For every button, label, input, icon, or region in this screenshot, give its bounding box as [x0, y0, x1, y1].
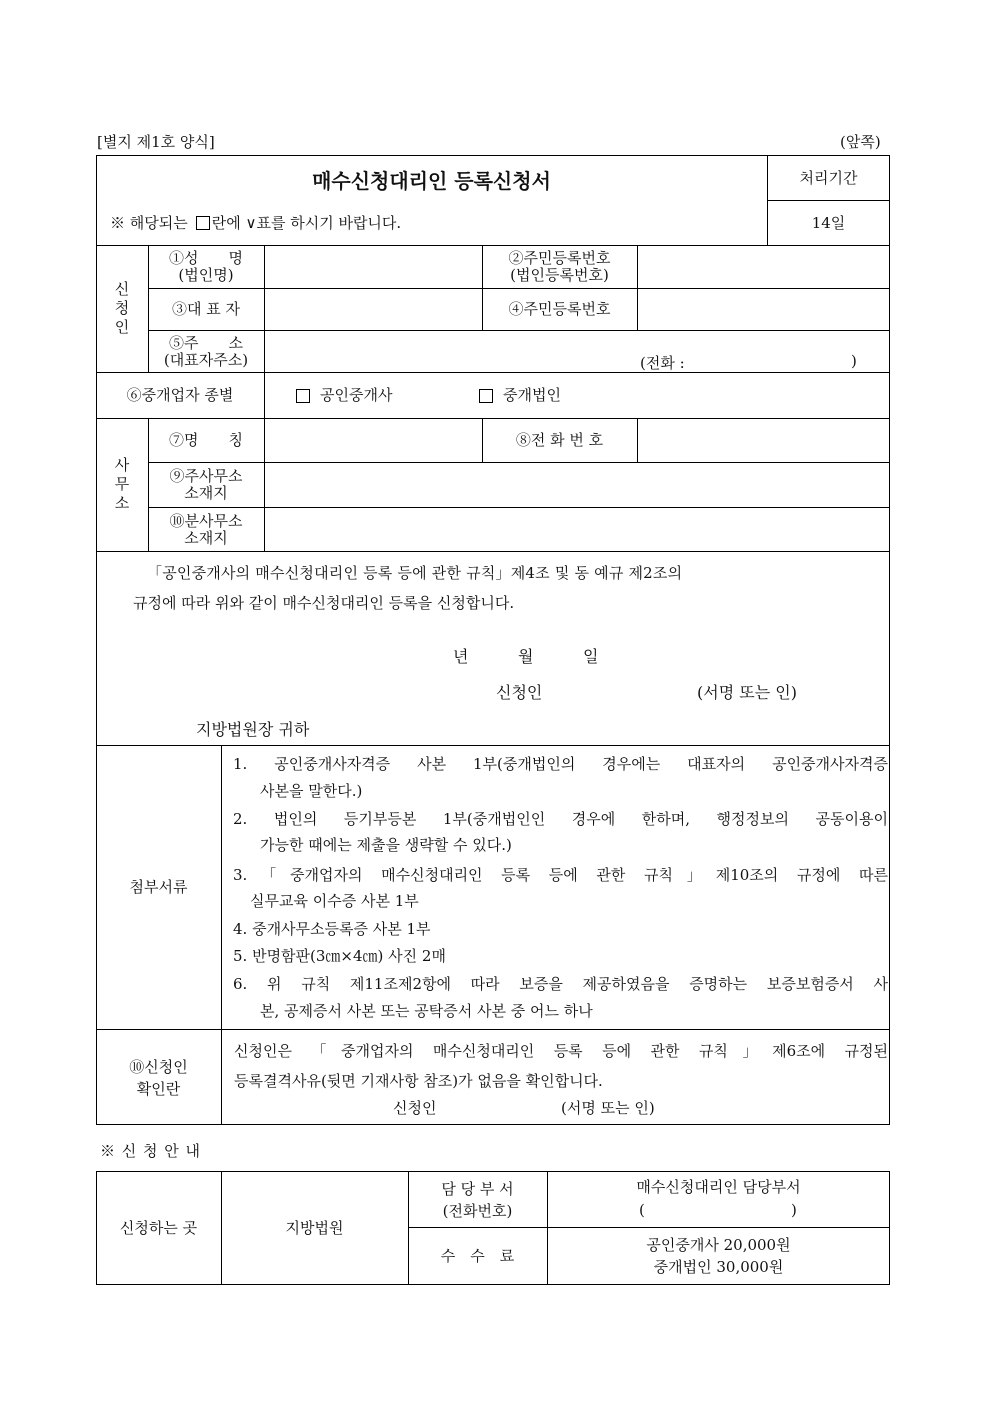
checkbox-icon [196, 216, 210, 230]
guide-dept-label [408, 1172, 547, 1227]
date-year: 년 [453, 647, 469, 666]
attachments-label: 첨부서류 [129, 878, 188, 896]
declaration-line-1: 「공인중개사의 매수신청대리인 등록 등에 관한 규칙」제4조 및 동 예규 제2조의 [147, 564, 683, 582]
guide-dept-label-sub: (전화번호) [442, 1201, 513, 1220]
confirmation-line-1: 신청인은 「중개업자의 매수신청대리인 등록 등에 관한 규칙」제6조에 규정된 [234, 1042, 888, 1060]
attachment-item-3: 3.「중개업자의 매수신청대리인 등록 등에 관한 규칙」제10조의 규정에 따른 [233, 866, 888, 884]
main-office-label [148, 463, 264, 507]
regno-label [482, 246, 637, 288]
guide-title: ※ 신 청 안 내 [100, 1142, 202, 1160]
address-phone-close: ) [851, 352, 857, 370]
applicant-section-label [96, 245, 148, 372]
guide-dept-value: 매수신청대리인 담당부서 [636, 1178, 801, 1196]
date-day: 일 [583, 647, 599, 666]
attachment-item-5: 5. 반명함판(3㎝×4㎝) 사진 2매 [233, 947, 446, 965]
regno-field[interactable] [638, 246, 889, 287]
attachment-item-2: 2. 법인의 등기부등본 1부(중개법인인 경우에 한하며, 행정정보의 공동이용이 [233, 810, 888, 828]
processing-period-label: 처리기간 [799, 168, 858, 187]
attachment-item-1: 1. 공인중개사자격증 사본 1부(중개법인의 경우에는 대표자의 공인중개사자격증 [233, 755, 888, 773]
confirmation-label-main: ⑩신청인 [129, 1057, 188, 1076]
confirmation-line-2: 등록결격사유(뒷면 기재사항 참조)가 없음을 확인합니다. [234, 1072, 603, 1090]
attachment-item-1-cont: 사본을 말한다.) [260, 782, 363, 800]
option-brokerage-corp-label: 중개법인 [503, 386, 561, 404]
option-brokerage-corp[interactable] [479, 373, 561, 418]
address-field[interactable] [265, 331, 889, 371]
fee-certified-agent: 공인중개사 20,000원 [646, 1236, 791, 1254]
branch-office-label-main: ⑩분사무소 [169, 511, 243, 530]
checkbox-notice [110, 212, 401, 234]
branch-office-field[interactable] [265, 508, 889, 550]
confirmation-label-sub: 확인란 [136, 1079, 181, 1098]
name-label-sub: (법인명) [178, 266, 234, 284]
office-name-field[interactable] [265, 419, 481, 461]
business-type-label: ⑥중개업자 종별 [126, 386, 234, 404]
office-name-label: ⑦명 칭 [169, 431, 243, 449]
processing-period-value: 14일 [811, 213, 846, 232]
checkbox-icon[interactable] [479, 389, 493, 403]
declaration-line-2: 규정에 따라 위와 같이 매수신청대리인 등록을 신청합니다. [133, 594, 515, 612]
notice-prefix: ※ 해당되는 [110, 213, 188, 232]
guide-fee-label: 수 수 료 [440, 1246, 515, 1265]
checkbox-icon[interactable] [296, 389, 310, 403]
branch-office-label [148, 508, 264, 551]
office-char-3: 소 [114, 494, 130, 512]
guide-dept-phone-close: ) [791, 1201, 797, 1219]
applicant-char-1: 신 [114, 280, 130, 298]
address-label-sub: (대표자주소) [163, 350, 249, 369]
applicant-char-3: 인 [114, 318, 130, 336]
attachment-item-6: 6. 위 규칙 제11조제2항에 따라 보증을 제공하였음을 증명하는 보증보험증서 사 [233, 975, 888, 993]
page-side-label: (앞쪽) [840, 133, 881, 151]
declaration-applicant-label: 신청인 [496, 683, 543, 702]
rep-regno-field[interactable] [638, 289, 889, 329]
confirmation-applicant-label: 신청인 [393, 1099, 437, 1117]
guide-dept-phone-open: ( [639, 1201, 645, 1219]
guide-dept-label-main: 담 당 부 서 [441, 1179, 514, 1198]
branch-office-label-sub: 소재지 [184, 528, 228, 547]
confirmation-label [96, 1030, 221, 1125]
notice-suffix: 란에 ∨표를 하시기 바랍니다. [211, 213, 402, 232]
form-number-label: [별지 제1호 양식] [97, 133, 215, 151]
office-section-label [96, 418, 148, 551]
attachment-item-2-cont: 가능한 때에는 제출을 생략할 수 있다.) [260, 836, 512, 854]
addressee: 지방법원장 귀하 [196, 720, 310, 739]
guide-place-value: 지방법원 [285, 1218, 344, 1237]
rep-regno-label: ④주민등록번호 [508, 300, 611, 318]
office-char-2: 무 [114, 475, 130, 493]
main-office-label-sub: 소재지 [184, 484, 228, 502]
office-phone-field[interactable] [638, 419, 889, 461]
name-label [148, 246, 264, 288]
representative-field[interactable] [265, 289, 481, 329]
declaration-sign-label: (서명 또는 인) [697, 683, 797, 702]
applicant-char-2: 청 [114, 299, 130, 317]
main-office-field[interactable] [265, 463, 889, 506]
office-char-1: 사 [114, 456, 130, 474]
attachment-item-6-cont: 본, 공제증서 사본 또는 공탁증서 사본 중 어느 하나 [260, 1002, 593, 1020]
regno-label-sub: (법인등록번호) [510, 266, 609, 284]
name-field[interactable] [265, 246, 481, 287]
option-certified-agent-label: 공인중개사 [320, 386, 393, 404]
confirmation-sign-label: (서명 또는 인) [561, 1099, 655, 1117]
guide-fee-value [547, 1228, 890, 1284]
attachment-item-4: 4. 중개사무소등록증 사본 1부 [233, 920, 431, 938]
date-month: 월 [518, 647, 534, 666]
address-phone-label: (전화 : [640, 354, 685, 372]
address-label [148, 331, 264, 372]
main-office-label-main: ⑨주사무소 [169, 467, 243, 485]
form-title: 매수신청대리인 등록신청서 [312, 168, 551, 193]
option-certified-agent[interactable] [296, 373, 392, 418]
name-label-main: ①성 명 [169, 249, 243, 267]
representative-label: ③대 표 자 [171, 300, 240, 318]
address-label-main: ⑤주 소 [169, 333, 243, 352]
office-phone-label: ⑧전 화 번 호 [515, 431, 604, 449]
guide-place-label: 신청하는 곳 [119, 1218, 198, 1237]
attachment-item-3-cont: 실무교육 이수증 사본 1부 [250, 892, 419, 910]
regno-label-main: ②주민등록번호 [508, 249, 611, 267]
fee-brokerage-corp: 중개법인 30,000원 [653, 1258, 784, 1276]
